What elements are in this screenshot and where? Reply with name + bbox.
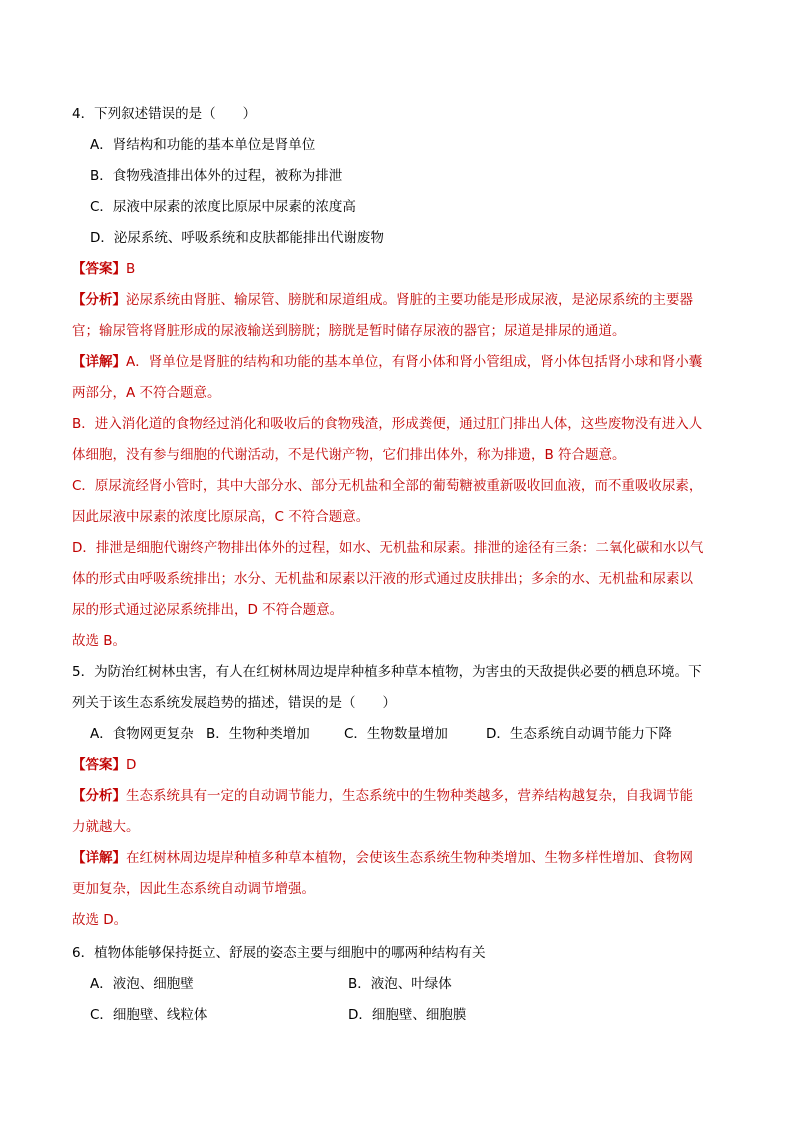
q4-option-d: D．泌尿系统、呼吸系统和皮肤都能排出代谢废物 [90, 230, 384, 246]
q6-option-d: D．细胞壁、细胞膜 [348, 1007, 467, 1023]
q4-analysis-line-1 [72, 290, 693, 310]
q4-detail-line-6: 因此尿液中尿素的浓度比原尿高，C 不符合题意。 [72, 509, 370, 525]
answer-value: D [126, 757, 137, 773]
q4-analysis-line-2: 官；输尿管将肾脏形成的尿液输送到膀胱；膀胱是暂时储存尿液的器官；尿道是排尿的通道。 [72, 323, 626, 339]
answer-tag: 【答案】 [72, 757, 126, 773]
q6-option-a: A．液泡、细胞壁 [90, 976, 194, 992]
q4-option-c: C．尿液中尿素的浓度比原尿中尿素的浓度高 [90, 199, 356, 215]
detail-text: A．肾单位是肾脏的结构和功能的基本单位，有肾小体和肾小管组成，肾小体包括肾小球和肾小囊 [126, 354, 703, 370]
q5-option-d: D．生态系统自动调节能力下降 [486, 726, 672, 742]
q5-option-b: B．生物种类增加 [206, 726, 310, 742]
analysis-tag: 【分析】 [72, 292, 126, 308]
q5-analysis-line-1 [72, 786, 693, 806]
detail-tag: 【详解】 [72, 850, 126, 866]
q6-option-b: B．液泡、叶绿体 [348, 976, 452, 992]
q4-detail-line-2: 两部分，A 不符合题意。 [72, 385, 221, 401]
q4-detail-line-1 [72, 352, 702, 372]
q4-detail-line-4: 体细胞，没有参与细胞的代谢活动，不是代谢产物，它们排出体外，称为排遗，B 符合题意。 [72, 447, 626, 463]
q4-answer [72, 259, 135, 279]
detail-text: 在红树林周边堤岸种植多种草本植物，会使该生态系统生物种类增加、生物多样性增加、食物网 [126, 850, 693, 866]
analysis-text: 生态系统具有一定的自动调节能力，生态系统中的生物种类越多，营养结构越复杂，自我调节能 [126, 788, 693, 804]
q4-conclusion: 故选 B。 [72, 633, 127, 649]
answer-tag: 【答案】 [72, 261, 126, 277]
q6-option-c: C．细胞壁、线粒体 [90, 1007, 208, 1023]
detail-tag: 【详解】 [72, 354, 126, 370]
q4-detail-line-3: B．进入消化道的食物经过消化和吸收后的食物残渣，形成粪便，通过肛门排出人体，这些废物没有进入人 [72, 416, 703, 432]
q4-stem: 4．下列叙述错误的是（ ） [72, 106, 257, 122]
q6-stem: 6．植物体能够保持挺立、舒展的姿态主要与细胞中的哪两种结构有关 [72, 945, 486, 961]
q5-stem-line-2: 列关于该生态系统发展趋势的描述，错误的是（ ） [72, 695, 396, 711]
q4-detail-line-5: C．原尿流经肾小管时，其中大部分水、部分无机盐和全部的葡萄糖被重新吸收回血液，而不重吸收尿素， [72, 478, 703, 494]
q4-detail-line-7: D．排泄是细胞代谢终产物排出体外的过程，如水、无机盐和尿素。排泄的途径有三条：二氧化碳和水以气 [72, 540, 704, 556]
q4-detail-line-9: 尿的形式通过泌尿系统排出，D 不符合题意。 [72, 602, 344, 618]
q5-answer [72, 755, 136, 775]
q5-option-c: C．生物数量增加 [344, 726, 448, 742]
q5-conclusion: 故选 D。 [72, 912, 128, 928]
q5-stem-line-1: 5．为防治红树林虫害，有人在红树林周边堤岸种植多种草本植物，为害虫的天敌提供必要的栖息环境。下 [72, 664, 702, 680]
analysis-tag: 【分析】 [72, 788, 126, 804]
q4-detail-line-8: 体的形式由呼吸系统排出；水分、无机盐和尿素以汗液的形式通过皮肤排出；多余的水、无机盐和尿素以 [72, 571, 693, 587]
q4-option-b: B．食物残渣排出体外的过程，被称为排泄 [90, 168, 343, 184]
q5-analysis-line-2: 力就越大。 [72, 819, 140, 835]
q5-detail-line-2: 更加复杂，因此生态系统自动调节增强。 [72, 881, 315, 897]
answer-value: B [126, 261, 136, 277]
analysis-text: 泌尿系统由肾脏、输尿管、膀胱和尿道组成。肾脏的主要功能是形成尿液，是泌尿系统的主要器 [126, 292, 693, 308]
q4-option-a: A．肾结构和功能的基本单位是肾单位 [90, 137, 316, 153]
q5-detail-line-1 [72, 848, 693, 868]
q5-option-a: A．食物网更复杂 [90, 726, 194, 742]
